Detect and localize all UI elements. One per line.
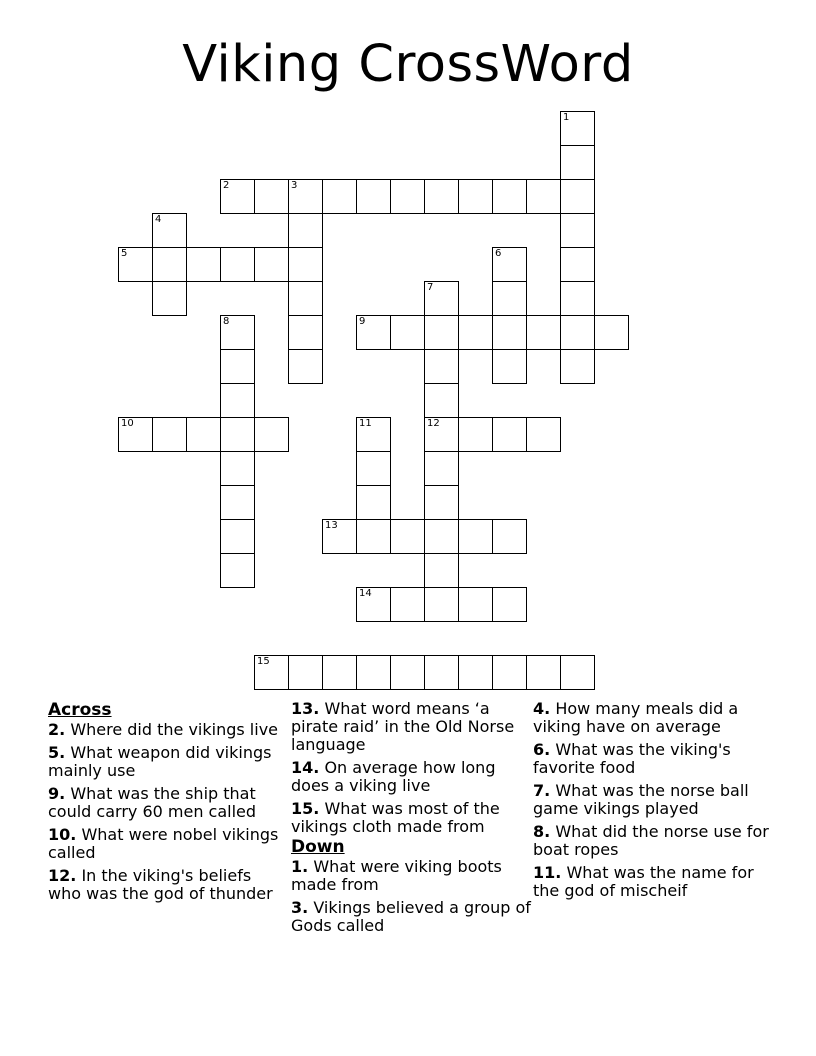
- grid-cell[interactable]: [288, 247, 323, 282]
- grid-cell[interactable]: [424, 179, 459, 214]
- grid-cell[interactable]: [152, 213, 187, 248]
- grid-cell[interactable]: [492, 655, 527, 690]
- grid-cell[interactable]: [390, 519, 425, 554]
- grid-cell[interactable]: [356, 417, 391, 452]
- grid-cell[interactable]: [322, 519, 357, 554]
- grid-cell[interactable]: [492, 281, 527, 316]
- clue-across-15: [291, 800, 531, 836]
- grid-cell[interactable]: [424, 417, 459, 452]
- clue-down-4: [533, 700, 773, 736]
- grid-cell[interactable]: [288, 655, 323, 690]
- clue-number: 3.: [291, 898, 309, 917]
- grid-cell[interactable]: [220, 349, 255, 384]
- grid-cell[interactable]: [390, 179, 425, 214]
- grid-cell[interactable]: [220, 247, 255, 282]
- grid-cell[interactable]: [220, 383, 255, 418]
- clue-text: What was the ship that could carry 60 men called: [48, 784, 257, 821]
- cell-number: 10: [121, 418, 134, 429]
- grid-cell[interactable]: [492, 519, 527, 554]
- clue-number: 10.: [48, 825, 77, 844]
- cell-number: 8: [223, 316, 230, 327]
- cell-number: 11: [359, 418, 372, 429]
- clue-text: Where did the vikings live: [70, 720, 279, 739]
- cell-number: 3: [291, 180, 298, 191]
- clue-across-10: [48, 826, 288, 862]
- grid-cell[interactable]: [322, 655, 357, 690]
- grid-cell[interactable]: [560, 349, 595, 384]
- grid-cell[interactable]: [458, 587, 493, 622]
- grid-cell[interactable]: [560, 213, 595, 248]
- grid-cell[interactable]: [526, 655, 561, 690]
- clue-across-14: [291, 759, 531, 795]
- clue-across-13: [291, 700, 531, 754]
- grid-cell[interactable]: [594, 315, 629, 350]
- grid-cell[interactable]: [254, 179, 289, 214]
- clue-across-9: [48, 785, 288, 821]
- clue-down-1: [291, 858, 531, 894]
- clue-number: 11.: [533, 863, 562, 882]
- grid-cell[interactable]: [152, 247, 187, 282]
- clue-number: 13.: [291, 699, 320, 718]
- grid-cell[interactable]: [560, 247, 595, 282]
- grid-cell[interactable]: [152, 281, 187, 316]
- grid-cell[interactable]: [560, 655, 595, 690]
- grid-cell[interactable]: [492, 315, 527, 350]
- clue-text: How many meals did a viking have on average: [533, 699, 739, 736]
- grid-cell[interactable]: [424, 383, 459, 418]
- grid-cell[interactable]: [390, 587, 425, 622]
- clue-text: Vikings believed a group of Gods called: [291, 898, 531, 935]
- grid-cell[interactable]: [288, 179, 323, 214]
- grid-cell[interactable]: [220, 519, 255, 554]
- clue-number: 6.: [533, 740, 551, 759]
- grid-cell[interactable]: [390, 655, 425, 690]
- grid-cell[interactable]: [424, 281, 459, 316]
- clue-text: What was the norse ball game vikings played: [533, 781, 749, 818]
- grid-cell[interactable]: [390, 315, 425, 350]
- clue-text: What word means ‘a pirate raid’ in the Old Norse language: [291, 699, 515, 754]
- grid-cell[interactable]: [492, 417, 527, 452]
- grid-cell[interactable]: [356, 451, 391, 486]
- clue-across-2: [48, 721, 288, 739]
- clue-number: 12.: [48, 866, 77, 885]
- cell-number: 15: [257, 656, 270, 667]
- clue-text: What was the name for the god of mischeif: [533, 863, 754, 900]
- clue-text: What did the norse use for boat ropes: [533, 822, 769, 859]
- grid-cell[interactable]: [186, 417, 221, 452]
- grid-cell[interactable]: [254, 655, 289, 690]
- clue-column-1: [48, 700, 288, 908]
- clue-across-5: [48, 744, 288, 780]
- grid-cell[interactable]: [356, 315, 391, 350]
- grid-cell[interactable]: [458, 315, 493, 350]
- grid-cell[interactable]: [356, 485, 391, 520]
- grid-cell[interactable]: [560, 145, 595, 180]
- clue-number: 2.: [48, 720, 66, 739]
- grid-cell[interactable]: [220, 417, 255, 452]
- clue-text: In the viking's beliefs who was the god of thunder: [48, 866, 273, 903]
- cell-number: 5: [121, 248, 128, 259]
- grid-cell[interactable]: [424, 451, 459, 486]
- clue-down-6: [533, 741, 773, 777]
- clue-number: 1.: [291, 857, 309, 876]
- grid-cell[interactable]: [526, 417, 561, 452]
- clue-text: What were nobel vikings called: [48, 825, 279, 862]
- grid-cell[interactable]: [526, 315, 561, 350]
- grid-cell[interactable]: [458, 179, 493, 214]
- grid-cell[interactable]: [356, 655, 391, 690]
- clue-down-11: [533, 864, 773, 900]
- grid-cell[interactable]: [560, 111, 595, 146]
- clue-number: 7.: [533, 781, 551, 800]
- cell-number: 14: [359, 588, 372, 599]
- grid-cell[interactable]: [560, 179, 595, 214]
- grid-cell[interactable]: [424, 519, 459, 554]
- grid-cell[interactable]: [152, 417, 187, 452]
- grid-cell[interactable]: [492, 587, 527, 622]
- cell-number: 6: [495, 248, 502, 259]
- grid-cell[interactable]: [356, 519, 391, 554]
- grid-cell[interactable]: [356, 179, 391, 214]
- grid-cell[interactable]: [492, 247, 527, 282]
- cell-number: 7: [427, 282, 434, 293]
- clue-text: On average how long does a viking live: [291, 758, 496, 795]
- grid-cell[interactable]: [288, 349, 323, 384]
- clue-down-7: [533, 782, 773, 818]
- grid-cell[interactable]: [492, 349, 527, 384]
- grid-cell[interactable]: [220, 553, 255, 588]
- clue-number: 14.: [291, 758, 320, 777]
- clue-down-8: [533, 823, 773, 859]
- grid-cell[interactable]: [322, 179, 357, 214]
- clue-text: What was most of the vikings cloth made from: [291, 799, 500, 836]
- clue-number: 4.: [533, 699, 551, 718]
- grid-cell[interactable]: [288, 281, 323, 316]
- cell-number: 12: [427, 418, 440, 429]
- grid-cell[interactable]: [254, 247, 289, 282]
- grid-cell[interactable]: [356, 587, 391, 622]
- grid-cell[interactable]: [118, 417, 153, 452]
- grid-cell[interactable]: [424, 315, 459, 350]
- grid-cell[interactable]: [492, 179, 527, 214]
- grid-cell[interactable]: [424, 349, 459, 384]
- grid-cell[interactable]: [288, 315, 323, 350]
- grid-cell[interactable]: [526, 179, 561, 214]
- clue-column-3: [533, 700, 773, 905]
- grid-cell[interactable]: [424, 485, 459, 520]
- puzzle-title: Viking CrossWord: [182, 35, 634, 94]
- grid-cell[interactable]: [220, 315, 255, 350]
- grid-cell[interactable]: [220, 485, 255, 520]
- grid-cell[interactable]: [118, 247, 153, 282]
- clue-number: 5.: [48, 743, 66, 762]
- clue-number: 8.: [533, 822, 551, 841]
- cell-number: 4: [155, 214, 162, 225]
- clue-text: What weapon did vikings mainly use: [48, 743, 272, 780]
- grid-cell[interactable]: [254, 417, 289, 452]
- clue-down-3: [291, 899, 531, 935]
- grid-cell[interactable]: [220, 179, 255, 214]
- grid-cell[interactable]: [458, 519, 493, 554]
- cell-number: 9: [359, 316, 366, 327]
- cell-number: 1: [563, 112, 570, 123]
- grid-cell[interactable]: [424, 587, 459, 622]
- grid-cell[interactable]: [220, 451, 255, 486]
- clue-number: 9.: [48, 784, 66, 803]
- grid-cell[interactable]: [186, 247, 221, 282]
- clue-column-2: [291, 700, 531, 940]
- clue-across-12: [48, 867, 288, 903]
- grid-cell[interactable]: [458, 417, 493, 452]
- clue-text: What were viking boots made from: [291, 857, 502, 894]
- across-heading: Across: [48, 700, 112, 720]
- cell-number: 2: [223, 180, 230, 191]
- grid-cell[interactable]: [560, 281, 595, 316]
- cell-number: 13: [325, 520, 338, 531]
- down-heading: Down: [291, 837, 345, 857]
- grid-cell[interactable]: [458, 655, 493, 690]
- clue-text: What was the viking's favorite food: [533, 740, 731, 777]
- grid-cell[interactable]: [424, 553, 459, 588]
- grid-cell[interactable]: [288, 213, 323, 248]
- clue-number: 15.: [291, 799, 320, 818]
- grid-cell[interactable]: [424, 655, 459, 690]
- grid-cell[interactable]: [560, 315, 595, 350]
